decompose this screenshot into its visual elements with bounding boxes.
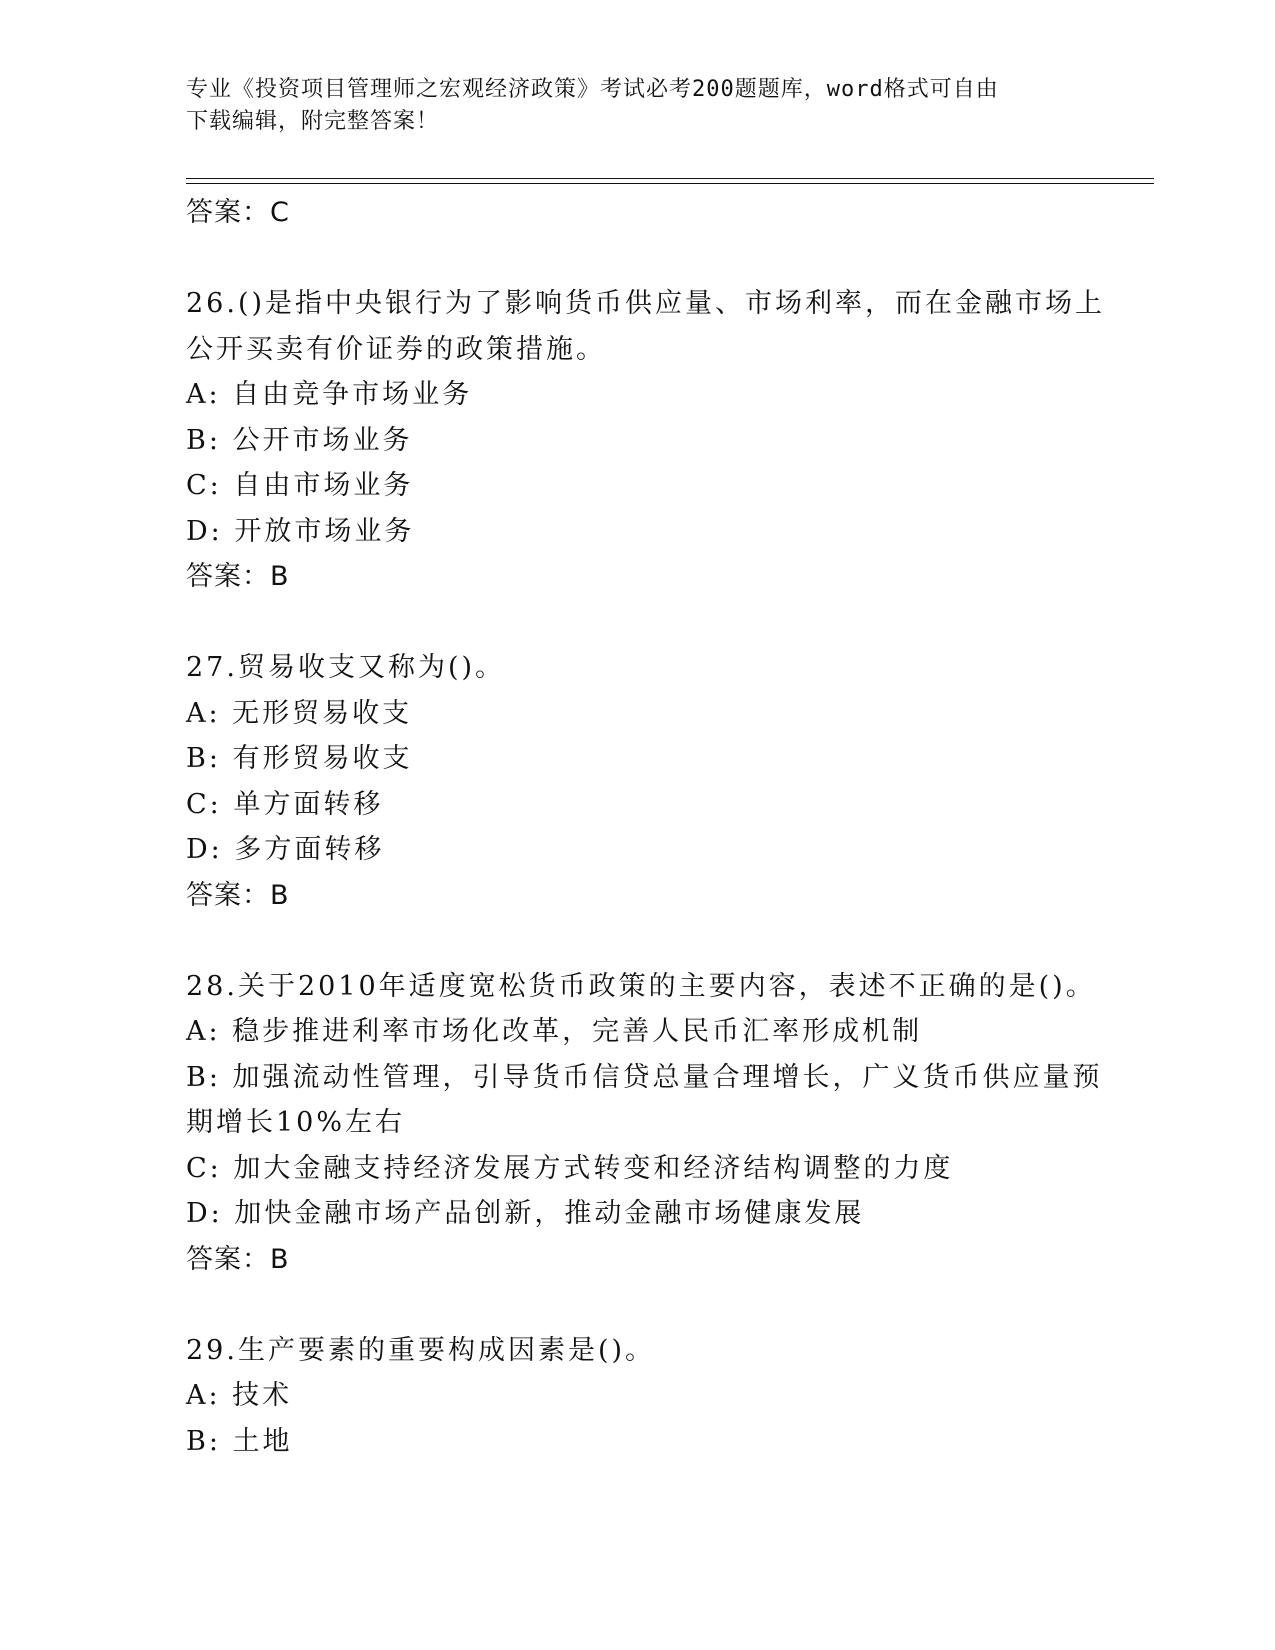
option-a: A: 稳步推进利率市场化改革，完善人民币汇率形成机制 [186, 1016, 923, 1047]
option-c: C: 加大金融支持经济发展方式转变和经济结构调整的力度 [186, 1152, 954, 1184]
header-divider-top [186, 178, 1154, 179]
option-c: C: 单方面转移 [186, 788, 384, 820]
question-26 [186, 281, 1106, 600]
option-a: A: 无形贸易收支 [186, 697, 413, 729]
option-a: A: 自由竞争市场业务 [186, 379, 473, 410]
question-29 [186, 1328, 1086, 1465]
question-stem: 27.贸易收支又称为()。 [186, 652, 506, 683]
spacer [186, 918, 1086, 964]
option-a: A: 技术 [186, 1380, 293, 1411]
option-b: B: 有形贸易收支 [186, 743, 413, 774]
spacer [186, 1282, 1086, 1328]
question-list [186, 190, 1106, 1464]
option-b: B: 加强流动性管理，引导货币信贷总量合理增长，广义货币供应量预 [186, 1061, 1103, 1093]
spacer [186, 236, 1086, 282]
header-line-2: 下载编辑，附完整答案！ [186, 109, 440, 134]
question-stem: 29.生产要素的重要构成因素是()。 [186, 1334, 656, 1366]
option-d: D: 加快金融市场产品创新，推动金融市场健康发展 [186, 1198, 865, 1229]
option-d: D: 开放市场业务 [186, 515, 415, 547]
question-stem: 26.()是指中央银行为了影响货币供应量、市场利率，而在金融市场上 [186, 288, 1106, 319]
answer-25: 答案：C [186, 197, 290, 228]
spacer [186, 600, 1086, 646]
answer-28: 答案：B [186, 1243, 290, 1275]
document-header [186, 74, 1086, 138]
question-stem: 28.关于2010年适度宽松货币政策的主要内容，表述不正确的是()。 [186, 970, 1096, 1002]
header-line-1: 专业《投资项目管理师之宏观经济政策》考试必考200题题库，word格式可自由 [186, 77, 999, 102]
question-28 [186, 964, 1103, 1283]
question-stem-continued: 公开买卖有价证券的政策措施。 [186, 333, 606, 365]
option-d: D: 多方面转移 [186, 834, 385, 865]
option-b-continued: 期增长10%左右 [186, 1107, 406, 1138]
question-27 [186, 645, 1086, 918]
header-divider-bottom [186, 183, 1154, 184]
answer-26: 答案：B [186, 561, 290, 592]
option-c: C: 自由市场业务 [186, 470, 414, 501]
option-b: B: 土地 [186, 1425, 293, 1457]
option-b: B: 公开市场业务 [186, 424, 413, 456]
answer-27: 答案：B [186, 879, 290, 911]
